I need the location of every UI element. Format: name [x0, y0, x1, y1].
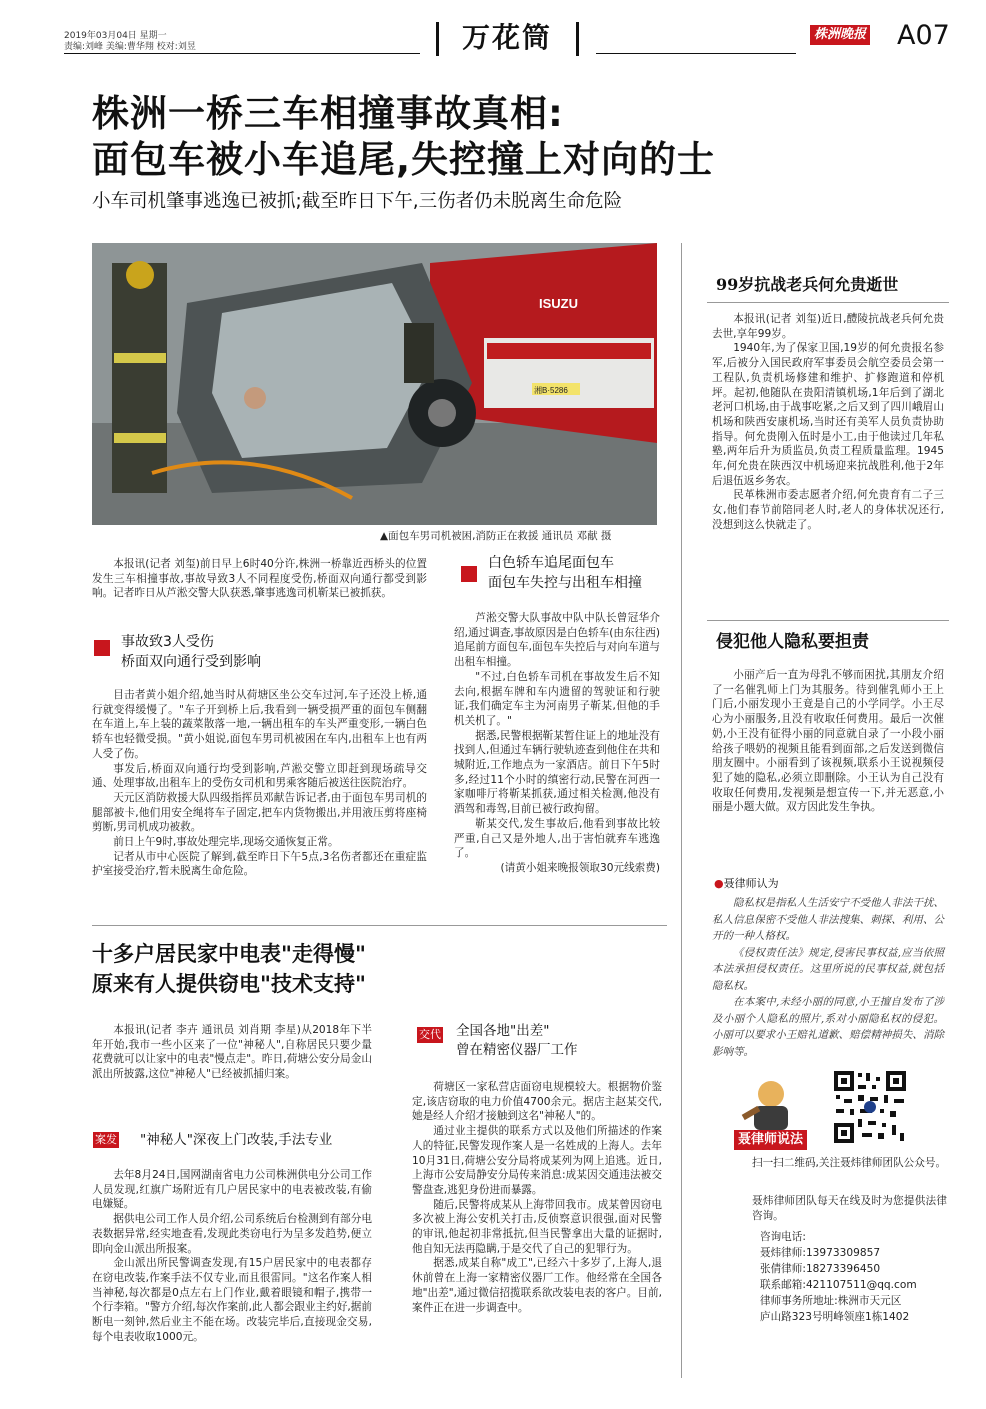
- story2-subhead-1: "神秘人"深夜上门改装,手法专业: [140, 1132, 333, 1148]
- office-address-1: 律师事务所地址:株洲市天元区: [760, 1295, 902, 1307]
- paper-logo: 株洲晚报: [810, 25, 870, 45]
- story2-body-right: 荷塘区一家私营店面窃电规模较大。根据物价鉴定,该店窃取的电力价值4700余元。据店主赵某交代,她是经人介绍才接触到这名"神秘人"的。 通过业主提供的联系方式以及他们所描述的作案人的特征,民警发现作案人是一名姓成的上海人。去年10月31日,荷塘公安分局将成某列为网上追逃。近日,上海市公安局静安分局传来消息:成某因交通违法被交警盘查,逃犯身份进而暴露。 随后,民警将成某从上海带回我市。成某曾因窃电多次被上海公安机关打击,反侦察意识很强,面对民警的审讯,他起初非常抵抗,但当民警拿出大量的证据时,他自知无法再隐瞒,于是交代了自己的犯罪行为。 据悉,成某自称"成工",已经六十多岁了,上海人,退休前曾在上海一家精密仪器厂工作。他经常在全国各地"出差",通过微信招揽联系欲改装电表的客户。目前,案件正在进一步调查中。: [412, 1081, 662, 1314]
- qr-code[interactable]: [832, 1069, 908, 1145]
- truck-plate: 湘B·5286: [534, 386, 568, 395]
- story-separator: [92, 925, 667, 926]
- header-divider-left: [436, 22, 439, 56]
- main-title-line1: 株洲一桥三车相撞事故真相:: [92, 92, 564, 135]
- subhead-2-line1: 白色轿车追尾面包车: [488, 555, 614, 571]
- main-body-right: 芦淞交警大队事故中队中队长曾冠华介绍,通过调查,事故原因是白色轿车(由东往西)追尾前方面包车,面包车失控后与对向车道与出租车相撞。 "不过,白色轿车司机在事故发生后不知去向,根据车牌和车内遗留的驾驶证和行驶证,我们确定车主为河南男子靳某,但他的手机关机了。" 据悉,民警根据靳某暂住证上的地址没有找到人,但通过车辆行驶轨迹查到他住在共和城附近,工作地点为一家酒店。前日下午5时多,经过11个小时的缜密行动,民警在河西一家咖啡厅将靳某抓获,通过相关检测,他没有酒驾和毒驾,目前已被行政拘留。 靳某交代,发生事故后,他看到事故比较严重,自己又是外地人,出于害怕就弃车逃逸了。 (请黄小姐来晚报领取30元线索费): [454, 612, 660, 874]
- issue-date: 2019年03月04日 星期一: [64, 31, 167, 41]
- side2-top-rule: [707, 620, 949, 621]
- main-subtitle: 小车司机肇事逃逸已被抓;截至昨日下午,三伤者仍未脱离生命危险: [92, 191, 623, 212]
- office-address-2: 庐山路323号明峰领座1栋1402: [760, 1311, 910, 1323]
- story2-subhead-2-line2: 曾在精密仪器厂工作: [456, 1042, 578, 1058]
- subhead-2-line2: 面包车失控与出租车相撞: [488, 575, 642, 591]
- phone-title: 咨询电话:: [760, 1231, 806, 1243]
- side1-body: 本报讯(记者 刘玺)近日,醴陵抗战老兵何允贵去世,享年99岁。 1940年,为了保家卫国,19岁的何允贵报名参军,后被分入国民政府军事委员会航空委员会第一工程队,负责机场修建和维护、扩修跑道和停机坪。起初,他随队在贵阳清镇机场,1年后到了湖北老河口机场,由于战事吃紧,之后又到了四川峨眉山机场和陕西安康机场,当时还有美军人员负责协助指导。何允贵刚入伍时是小工,由于他读过几年私塾,两年后升为质监员,负责工程质量监理。1945年,何允贵在陕西汉中机场迎来抗战胜利,他于2年后退伍返乡务农。 民革株洲市委志愿者介绍,何允贵育有二子三女,他们春节前陪同老人时,老人的身体状况还行,没想到这么快就走了。: [712, 313, 944, 531]
- gavel-icon: [740, 1074, 802, 1132]
- confession-tag: 交代: [419, 1028, 441, 1041]
- team-info: 聂炜律师团队每天在线及时为您提供法律咨询。: [752, 1195, 947, 1222]
- qr-code-icon: [832, 1069, 908, 1145]
- photo-caption: ▲面包车男司机被困,消防正在救援 通讯员 邓献 摄: [380, 530, 612, 542]
- column-rule: [681, 243, 682, 1378]
- side1-title: 99岁抗战老兵何允贵逝世: [716, 275, 899, 294]
- case-tag: 案发: [95, 1133, 117, 1146]
- main-title-line2: 面包车被小车追尾,失控撞上对向的士: [92, 138, 716, 181]
- section-title: 万花筒: [462, 21, 553, 54]
- story2-subhead-2-line1: 全国各地"出差": [456, 1023, 550, 1039]
- subhead-1-line2: 桥面双向通行受到影响: [121, 654, 261, 670]
- law-analysis: 隐私权是指私人生活安宁不受他人非法干扰、私人信息保密不受他人非法搜集、刺探、利用、公开的一种人格权。 《侵权责任法》规定,侵害民事权益,应当依照本法承担侵权责任。这里所说的民事权益,就包括隐私权。 在本案中,未经小丽的同意,小王擅自发布了涉及小丽个人隐私的照片,系对小丽隐私权的侵犯。小丽可以要求小王赔礼道歉、赔偿精神损失、消除影响等。: [712, 897, 944, 1058]
- lawyer1-phone[interactable]: 聂炜律师:13973309857: [760, 1247, 881, 1259]
- side2-body: 小丽产后一直为母乳不够而困扰,其朋友介绍了一名催乳师上门为其服务。待到催乳师小王上门后,小丽发现小王竟是自己的小学同学。小王尽心为小丽服务,且没有收取任何费用。最后一次催奶,小王没有征得小丽的同意就自录了一小段小丽给孩子喂奶的视频且能看到面部,之后发送到微信朋友圈中。小丽看到了该视频,联系小王说视频侵犯了她的隐私,必须立即删除。小王认为自己没有收取任何费用,发视频是想宣传一下,并无恶意,小丽是小题大做。双方因此发生争执。: [712, 669, 944, 814]
- truck-brand: ISUZU: [539, 296, 578, 311]
- main-lead: 本报讯(记者 刘玺)前日早上6时40分许,株洲一桥靠近西桥头的位置发生三车相撞事故,事故导致3人不同程度受伤,桥面双向通行都受到影响。记者昨日从芦淞交警大队获悉,肇事逃逸司机靳某已被抓获。: [92, 558, 427, 600]
- story2-body-left: 去年8月24日,国网湖南省电力公司株洲供电分公司工作人员发现,红旗广场附近有几户居民家中的电表被改装,有偷电嫌疑。 据供电公司工作人员介绍,公司系统后台检测到有部分电表数据异常,经实地查看,发现此类窃电行为呈多发趋势,便立即向金山派出所报案。 金山派出所民警调查发现,有15户居民家中的电表都存在窃电改装,作案手法不仅专业,而且很雷同。"这名作案人相当神秘,每次都是0点左右上门作业,戴着眼镜和帽子,携带一个行李箱。"警方介绍,每次作案前,此人都会跟业主约好,据前断电一刻钟,然后业主不能在场。改装完毕后,直接现金交易,每个电表收取1000元。: [92, 1169, 372, 1343]
- side2-title: 侵犯他人隐私要担责: [716, 632, 869, 652]
- contact-email[interactable]: 联系邮箱:421107511@qq.com: [760, 1279, 917, 1291]
- subhead-marker-2: [461, 566, 477, 582]
- side1-rule: [707, 302, 949, 303]
- header-divider-right: [576, 22, 579, 56]
- lawyer-avatar: [740, 1074, 802, 1132]
- page-number: A07: [897, 20, 950, 51]
- editor-credits: 责编:刘峰 美编:曹华翔 校对:刘昱: [64, 42, 196, 52]
- lawyer-opinion-tag: ●聂律师认为: [714, 877, 779, 890]
- story2-title-line2: 原来有人提供窃电"技术支持": [92, 971, 366, 996]
- header-rule-left: [64, 53, 420, 54]
- subhead-1-line1: 事故致3人受伤: [121, 634, 214, 650]
- accident-photo: [92, 243, 657, 525]
- main-body-left: 目击者黄小姐介绍,她当时从荷塘区坐公交车过河,车子还没上桥,通行就变得缓慢了。"车子开到桥上后,我看到一辆受损严重的面包车侧翻在车道上,车上装的蔬菜散落一地,一辆出租车的车头严重变形,一辆白色轿车也轻微受损。"黄小姐说,面包车男司机被困在车内,出租车上也有两人受了伤。 事发后,桥面双向通行均受到影响,芦淞交警立即赶到现场疏导交通、处理事故,出租车上的受伤女司机和男乘客随后被送往医院治疗。 天元区消防救援大队四级指挥员邓献告诉记者,由于面包车男司机的腿部被卡,他们用安全绳将车子固定,把车内货物搬出,并用液压剪将座椅剪断,男司机成功被救。 前日上午9时,事故处理完毕,现场交通恢复正常。 记者从市中心医院了解到,截至昨日下午5点,3名伤者都还在重症监护室接受治疗,暂未脱离生命危险。: [92, 689, 427, 878]
- accident-photo-illustration: [92, 243, 657, 525]
- header-rule-right: [596, 53, 796, 54]
- lawyer-column-logo: 聂律师说法: [734, 1130, 807, 1150]
- lawyer2-phone[interactable]: 张倩律师:18273396450: [760, 1263, 881, 1275]
- bullet-icon: ●: [714, 877, 724, 890]
- story2-title-line1: 十多户居民家中电表"走得慢": [92, 941, 366, 966]
- subhead-marker-1: [94, 640, 110, 656]
- scan-prompt: 扫一扫二维码,关注聂炜律师团队公众号。: [752, 1157, 947, 1169]
- story2-lead: 本报讯(记者 李卉 通讯员 刘肖期 李星)从2018年下半年开始,我市一些小区来了一位"神秘人",自称居民只要少量花费就可以让家中的电表"慢点走"。昨日,荷塘公安分局金山派出所披露,这位"神秘人"已经被抓捕归案。: [92, 1024, 372, 1081]
